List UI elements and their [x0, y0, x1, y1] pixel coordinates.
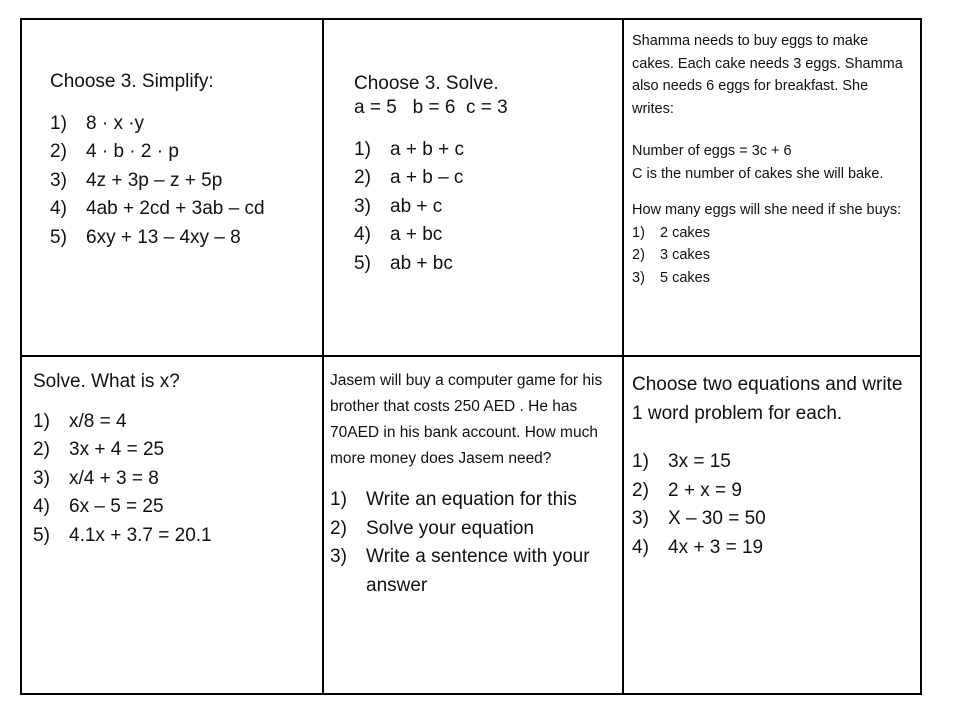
eggs-definition: C is the number of cakes she will bake. — [632, 165, 884, 182]
eggs-intro: Shamma needs to buy eggs to make cakes. Each cake needs 3 eggs. Shamma also needs 6 eggs for breakfast. She writes: — [632, 33, 903, 117]
eggs-problem-cell — [632, 30, 914, 289]
list-item — [50, 195, 315, 224]
jasem-list — [330, 486, 615, 600]
list-item-number: 1) — [330, 489, 347, 510]
list-item-number: 3) — [632, 269, 645, 286]
list-item-number: 4) — [632, 536, 649, 558]
list-item — [354, 164, 614, 193]
list-item — [33, 436, 313, 465]
solve-x-title: Solve. What is x? — [33, 371, 180, 392]
simplify-title: Choose 3. Simplify: — [50, 71, 214, 92]
list-item — [632, 267, 914, 290]
list-item-text: 3x + 4 = 25 — [69, 439, 165, 461]
list-item — [33, 465, 313, 494]
list-item — [632, 534, 914, 563]
simplify-list — [50, 110, 315, 253]
list-item-text: 3x = 15 — [668, 451, 731, 472]
word-problem-list — [632, 448, 914, 562]
list-item-number: 5) — [354, 252, 371, 274]
word-problem-title: Choose two equations and write 1 word problem for each. — [632, 374, 903, 424]
list-item — [632, 244, 914, 267]
list-item — [354, 221, 614, 250]
list-item — [33, 522, 313, 551]
list-item-text: ab + c — [390, 195, 443, 217]
list-item-number: 2) — [354, 167, 371, 188]
list-item-text: a + b – c — [390, 167, 464, 188]
list-item — [50, 224, 315, 253]
list-item-text: ab + bc — [390, 252, 453, 274]
list-item-text: 4ab + 2cd + 3ab – cd — [86, 198, 265, 220]
list-item — [354, 250, 614, 279]
list-item-text: a + bc — [390, 224, 443, 245]
list-item-number: 4) — [33, 496, 50, 518]
list-item-number: 3) — [354, 195, 371, 217]
list-item-text: Write a sentence with your answer — [366, 546, 590, 596]
solve-x-cell — [33, 370, 313, 550]
list-item-text: 8 · x ·y — [86, 112, 145, 134]
list-item — [632, 505, 914, 534]
solve-values-list — [354, 136, 614, 279]
list-item — [632, 448, 914, 477]
list-item-number: 2) — [33, 439, 50, 461]
list-item-text: Solve your equation — [366, 517, 534, 539]
list-item-text: X – 30 = 50 — [668, 508, 766, 529]
list-item — [632, 477, 914, 506]
word-problem-cell — [632, 370, 914, 562]
list-item — [50, 138, 315, 167]
row-divider — [22, 355, 920, 357]
list-item-text: 6x – 5 = 25 — [69, 496, 164, 518]
list-item-text: 3 cakes — [660, 247, 710, 263]
list-item-text: 2 + x = 9 — [668, 479, 742, 501]
list-item-number: 1) — [632, 451, 649, 472]
worksheet-table — [20, 18, 922, 695]
list-item-text: 5 cakes — [660, 269, 710, 286]
list-item-text: x/8 = 4 — [69, 410, 127, 432]
solve-x-list — [33, 408, 313, 551]
list-item-number: 5) — [33, 524, 50, 546]
list-item-text: 4z + 3p – z + 5p — [86, 169, 223, 191]
list-item-number: 2) — [632, 247, 645, 263]
list-item — [330, 515, 615, 544]
list-item-text: 2 cakes — [660, 224, 710, 241]
list-item-text: x/4 + 3 = 8 — [69, 467, 159, 489]
list-item — [50, 110, 315, 139]
simplify-cell — [50, 70, 315, 252]
solve-values-cell — [354, 72, 614, 278]
list-item-text: 4x + 3 = 19 — [668, 536, 764, 558]
jasem-problem-cell — [330, 368, 615, 600]
list-item — [330, 543, 615, 600]
solve-values-title: Choose 3. Solve. — [354, 73, 499, 94]
list-item-number: 3) — [50, 169, 67, 191]
list-item-number: 2) — [50, 141, 67, 163]
list-item — [632, 222, 914, 245]
list-item-number: 3) — [33, 467, 50, 489]
eggs-formula: Number of eggs = 3c + 6 — [632, 143, 792, 159]
list-item-text: 4.1x + 3.7 = 20.1 — [69, 524, 212, 546]
list-item-text: Write an equation for this — [366, 489, 577, 510]
list-item — [354, 136, 614, 165]
list-item-number: 4) — [50, 198, 67, 220]
list-item-number: 2) — [632, 479, 649, 501]
list-item — [50, 167, 315, 196]
eggs-question: How many eggs will she need if she buys: — [632, 202, 902, 218]
jasem-intro: Jasem will buy a computer game for his brother that costs 250 AED . He has 70AED in his bank account. How much more money does Jasem need? — [330, 372, 603, 467]
list-item-number: 3) — [330, 546, 347, 567]
list-item-number: 3) — [632, 508, 649, 529]
list-item — [354, 193, 614, 222]
variable-values: a = 5 b = 6 c = 3 — [354, 96, 508, 118]
list-item — [330, 486, 615, 515]
list-item-number: 1) — [632, 224, 645, 241]
list-item-number: 1) — [354, 138, 371, 160]
list-item-number: 1) — [33, 410, 50, 432]
list-item — [33, 493, 313, 522]
list-item-text: a + b + c — [390, 138, 464, 160]
list-item-number: 4) — [354, 224, 371, 245]
list-item-number: 1) — [50, 112, 67, 134]
list-item-text: 6xy + 13 – 4xy – 8 — [86, 226, 241, 248]
list-item-number: 5) — [50, 226, 67, 248]
list-item — [33, 408, 313, 437]
list-item-number: 2) — [330, 517, 347, 539]
list-item-text: 4 · b · 2 · p — [86, 141, 179, 163]
eggs-list — [632, 222, 914, 290]
